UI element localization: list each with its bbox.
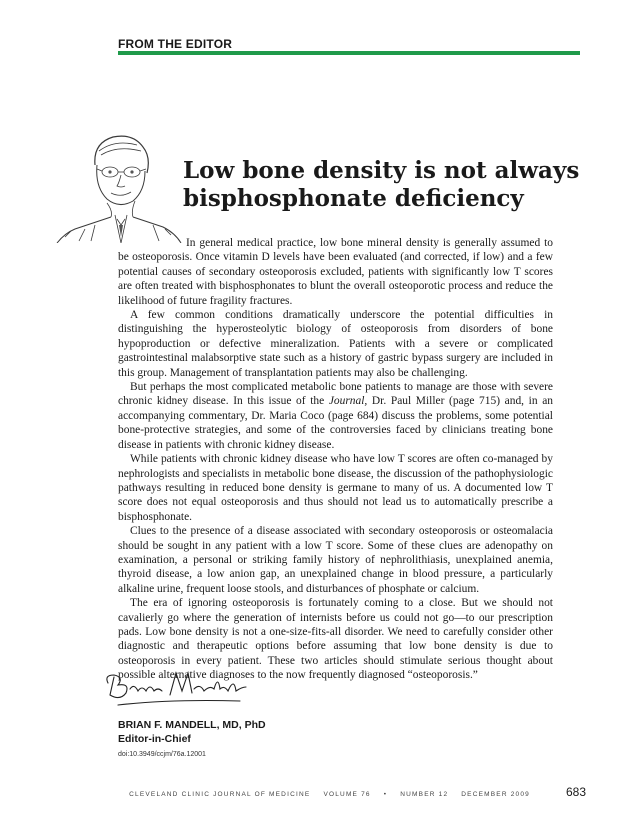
page-footer bbox=[119, 791, 530, 798]
paragraph-text: But perhaps the most complicated metabolic bone patients to manage are those with severe chronic kidney disease. In this issue of the bbox=[118, 381, 553, 408]
editor-portrait-image bbox=[55, 125, 183, 243]
page-number: 683 bbox=[566, 785, 587, 799]
author-name: BRIAN F. MANDELL, MD, PhD bbox=[118, 719, 266, 731]
author-role: Editor-in-Chief bbox=[118, 733, 191, 745]
paragraph: Clues to the presence of a disease associated with secondary osteoporosis or osteomalacia should be sought in any patient with a low T score. Some of these clues are adenopathy on examination, a personal or striking family history of nephrolithiasis, unexplained anemia, thyroid disease, a low anion gap, an unexplained change in blood pressure, a particularly alkaline urine, frequent loose stools, and disturbances of phosphate or calcium. bbox=[118, 525, 553, 595]
footer-journal: CLEVELAND CLINIC JOURNAL OF MEDICINE bbox=[129, 791, 311, 798]
paragraph: While patients with chronic kidney disease who have low T scores are often co-managed by nephrologists and specialists in metabolic bone disease, the discussion of the pathophysiologic pathways resulting in reduced bone density is germane to many of us. A documented low T score does not equal osteoporosis and thus should not lead us to automatically prescribe a bisphosphonate. bbox=[118, 453, 553, 523]
paragraph bbox=[118, 380, 553, 452]
paragraph: The era of ignoring osteoporosis is fortunately coming to a close. But we should not cavalierly go where the generation of internists before us could not go—to our prescription pads. Low bone density is not a one-size-fits-all disorder. We need to carefully consider other diagnostic and therapeutic options before assuming that low bone density is due to osteoporosis in every patient. These two articles should stimulate serious thought about possible alternative diagnoses to the now frequently diagnosed “osteoporosis.” bbox=[118, 597, 553, 682]
paragraph: A few common conditions dramatically underscore the potential difficulties in distinguishing the hyperosteolytic biology of osteoporosis from disorders of bone hypoproduction or defective mineralization. Patients with a severe or complicated gastrointestinal malabsorptive state such as a history of gastric bypass surgery are included in this group. Management of transplantation patients may also be challenging. bbox=[118, 309, 553, 379]
article-title: Low bone density is not always bisphosphonate deficiency bbox=[183, 157, 580, 212]
footer-volume: VOLUME 76 bbox=[323, 791, 371, 798]
footer-bullet: • bbox=[383, 791, 388, 798]
footer-number: NUMBER 12 bbox=[400, 791, 449, 798]
doi-text: doi:10.3949/ccjm/76a.12001 bbox=[118, 751, 206, 758]
section-rule bbox=[118, 51, 580, 55]
section-label: FROM THE EDITOR bbox=[118, 37, 233, 51]
article-body bbox=[118, 236, 553, 683]
paragraph: In general medical practice, low bone mineral density is generally assumed to be osteoporosis. Once vitamin D levels have been evaluated (and corrected, if low) and a few potential causes of secondary osteoporosis excluded, patients with significantly low T scores are often treated with bisphosphonates to blunt the overall osteoporotic process and reduce the likelihood of future fragility fractures. bbox=[118, 237, 553, 307]
journal-title-italic: Journal, bbox=[328, 395, 368, 408]
author-signature-image bbox=[100, 665, 250, 713]
paragraph-text: Dr. Paul Miller (page 715) and, in an accompanying commentary, Dr. Maria Coco (page 684) discuss the problems, some potential bone-protective strategies, and some of the controversies faced by clinicians treating bone disease in patients with chronic kidney disease. bbox=[118, 395, 553, 451]
footer-date: DECEMBER 2009 bbox=[461, 791, 530, 798]
